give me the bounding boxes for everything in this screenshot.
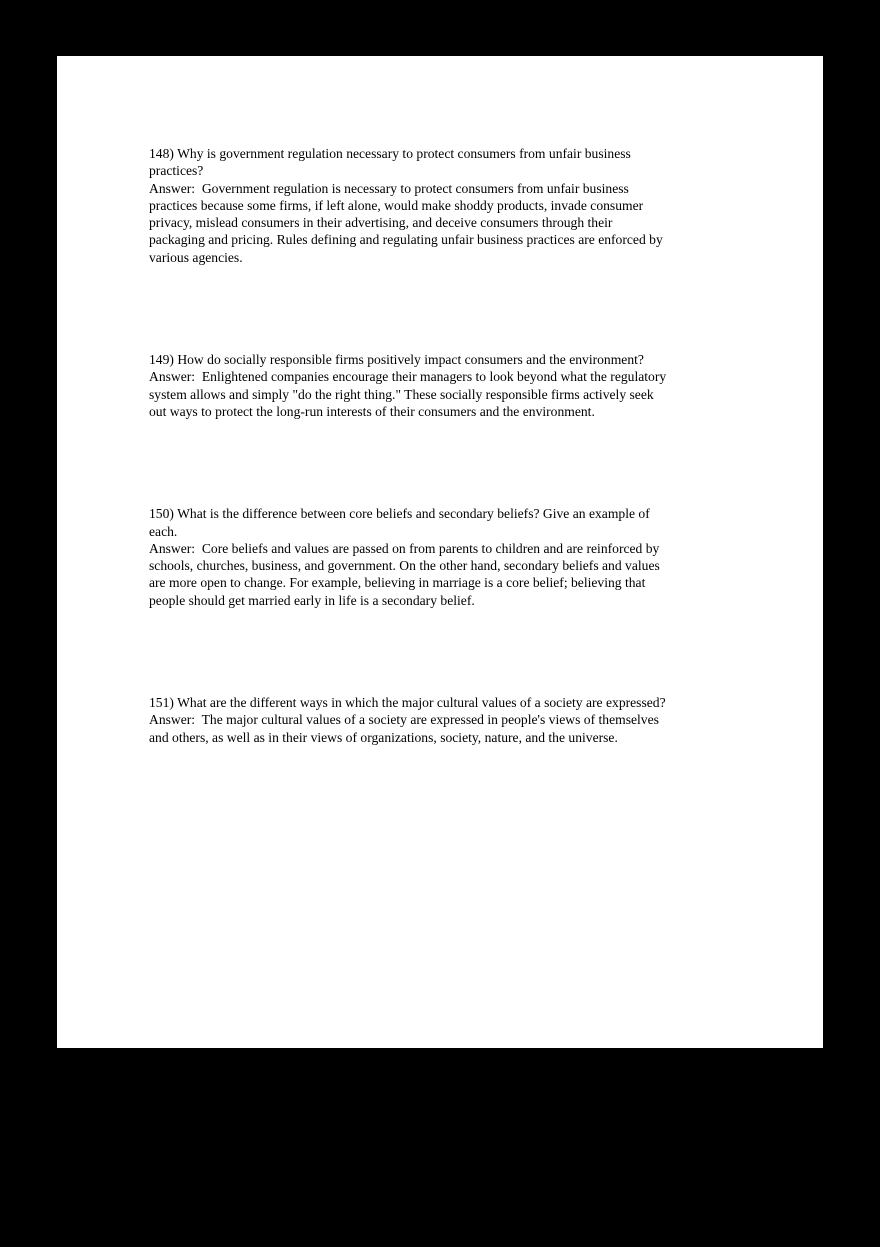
text-line: practices? — [149, 163, 204, 179]
page-content — [149, 145, 813, 831]
text-line: 151) What are the different ways in which the major cultural values of a society are expressed? — [149, 695, 666, 711]
text-line: Answer: Core beliefs and values are passed on from parents to children and are reinforced by — [149, 540, 660, 556]
text-line: practices because some firms, if left alone, would make shoddy products, invade consumer — [149, 197, 644, 213]
text-line: system allows and simply "do the right thing." These socially responsible firms actively seek — [149, 386, 654, 402]
text-line: 150) What is the difference between core beliefs and secondary beliefs? Give an example of — [149, 506, 650, 522]
text-line: schools, churches, business, and government. On the other hand, secondary beliefs and values — [149, 558, 660, 574]
qa-block-149 — [149, 351, 813, 420]
text-line: privacy, mislead consumers in their advertising, and deceive consumers through their — [149, 215, 613, 231]
document-page — [57, 56, 823, 1048]
text-line: people should get married early in life is a secondary belief. — [149, 592, 475, 608]
text-line: packaging and pricing. Rules defining and regulating unfair business practices are enforced by — [149, 232, 663, 248]
text-line: are more open to change. For example, believing in marriage is a core belief; believing that — [149, 575, 646, 591]
qa-block-148 — [149, 145, 813, 266]
text-line: various agencies. — [149, 249, 243, 265]
qa-block-151 — [149, 694, 813, 746]
text-line: Answer: The major cultural values of a society are expressed in people's views of themselves — [149, 712, 659, 728]
text-line: 149) How do socially responsible firms positively impact consumers and the environment? — [149, 352, 644, 368]
text-line: and others, as well as in their views of organizations, society, nature, and the universe. — [149, 729, 618, 745]
text-line: 148) Why is government regulation necessary to protect consumers from unfair business — [149, 146, 631, 161]
text-line: each. — [149, 523, 178, 539]
text-line: Answer: Enlightened companies encourage their managers to look beyond what the regulatory — [149, 369, 667, 385]
qa-block-150 — [149, 505, 813, 609]
text-line: Answer: Government regulation is necessary to protect consumers from unfair business — [149, 180, 629, 196]
text-line: out ways to protect the long-run interests of their consumers and the environment. — [149, 403, 595, 419]
